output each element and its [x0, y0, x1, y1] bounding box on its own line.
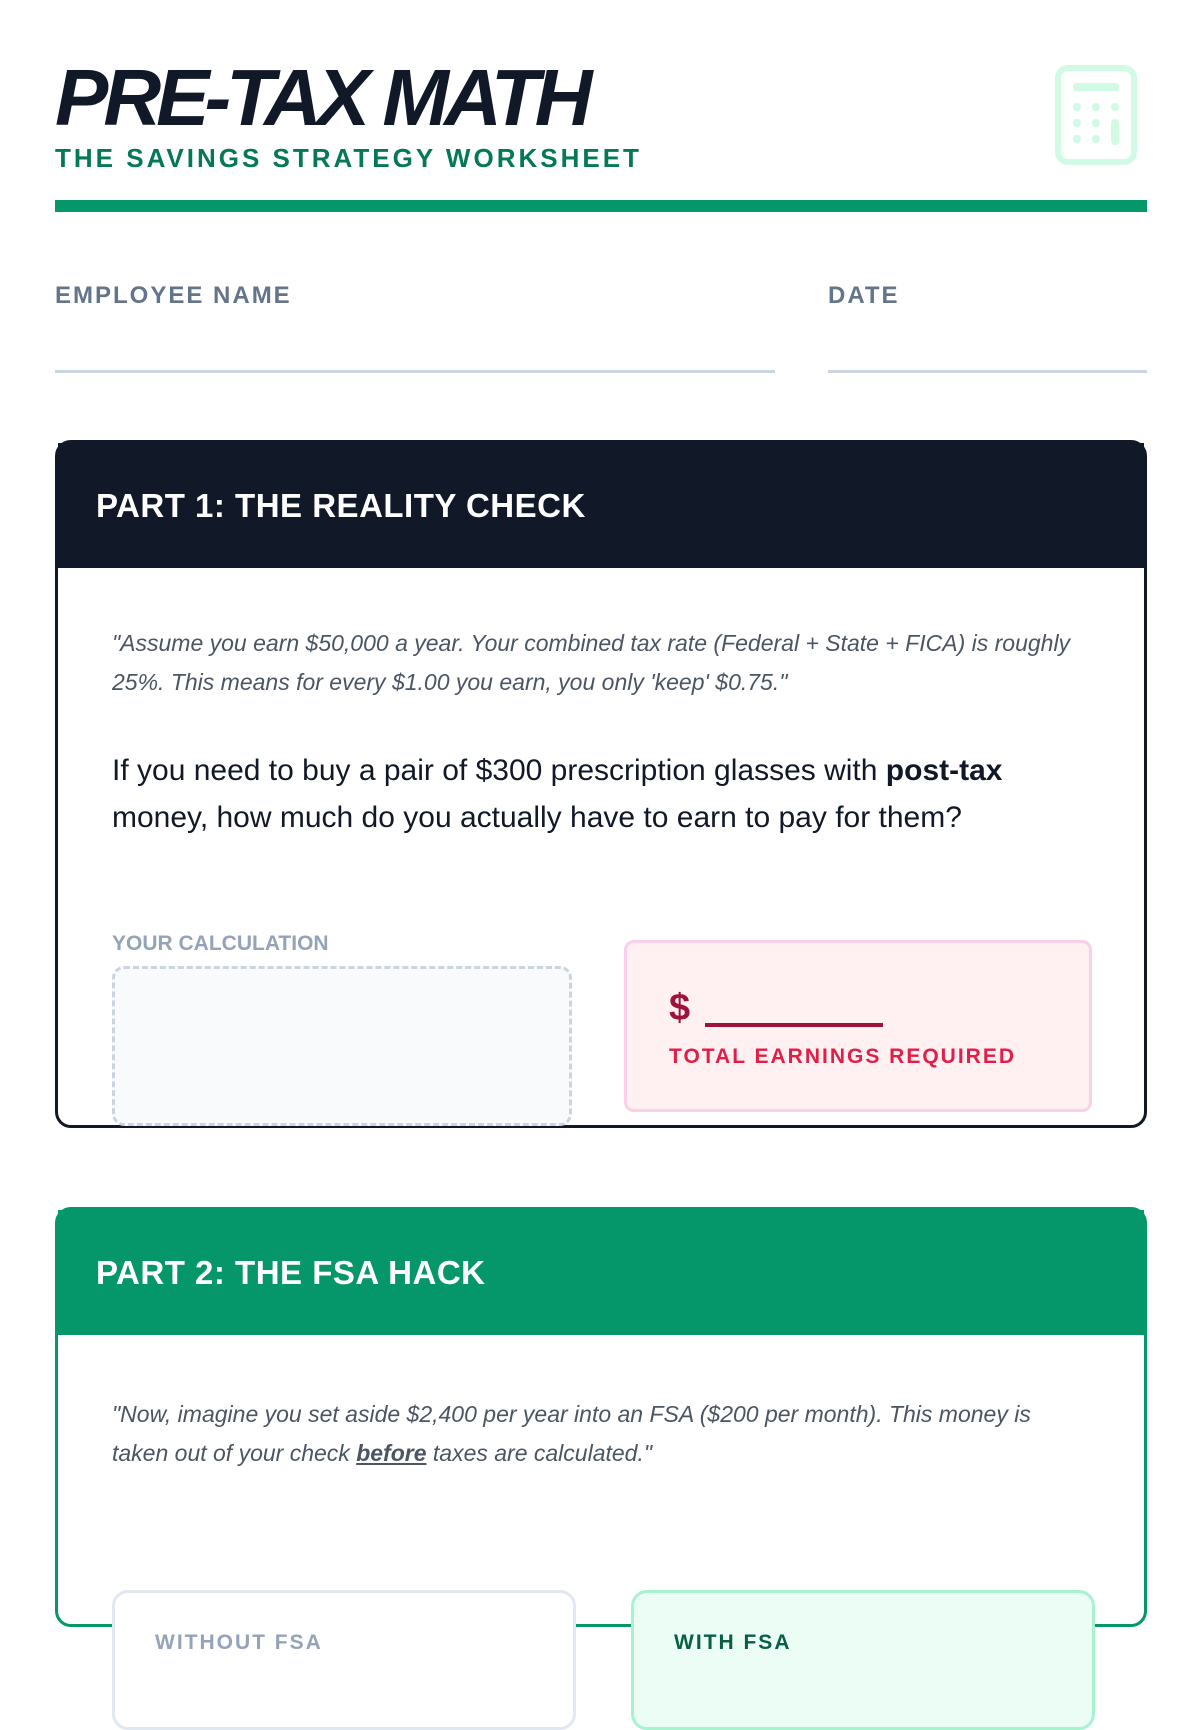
part1-body: [58, 624, 1144, 1068]
post-tax-emphasis: post-tax: [885, 754, 1003, 787]
answer-blank-line[interactable]: [705, 1023, 883, 1027]
without-fsa-label: WITHOUT FSA: [155, 1631, 323, 1654]
date-field[interactable]: [828, 370, 1147, 373]
employee-name-field[interactable]: [55, 370, 775, 373]
header-divider: [55, 200, 1147, 212]
part2-heading: PART 2: THE FSA HACK: [58, 1210, 1144, 1335]
with-fsa-box: [631, 1590, 1095, 1730]
part1-quote: "Assume you earn $50,000 a year. Your combined tax rate (Federal + State + FICA) is roughly 25%. This means for every $1.00 you earn, you only 'keep' $0.75.": [112, 630, 1071, 695]
answer-label: TOTAL EARNINGS REQUIRED: [669, 1045, 1017, 1068]
part1-heading: PART 1: THE REALITY CHECK: [58, 443, 1144, 568]
page-subtitle: THE SAVINGS STRATEGY WORKSHEET: [55, 143, 642, 173]
date-label: DATE: [828, 282, 900, 309]
part1-question: If you need to buy a pair of $300 prescription glasses with post-tax money, how much do you actually have to earn to pay for them?: [112, 754, 1003, 834]
worksheet-header: [55, 55, 1147, 174]
without-fsa-box: [112, 1590, 576, 1730]
page-title: PRE-TAX MATH: [55, 53, 588, 142]
answer-box: [624, 940, 1092, 1112]
calculation-label: YOUR CALCULATION: [112, 932, 329, 955]
calculation-input-area[interactable]: [112, 966, 572, 1126]
employee-name-label: EMPLOYEE NAME: [55, 282, 292, 309]
part2-quote: "Now, imagine you set aside $2,400 per year into an FSA ($200 per month). This money is taken out of your check before taxes are calculated.": [112, 1401, 1031, 1466]
with-fsa-label: WITH FSA: [674, 1631, 792, 1654]
answer-dollar-sign: $: [669, 987, 691, 1029]
calculator-icon: [1055, 65, 1137, 165]
part1-card: [55, 440, 1147, 1128]
part2-body: [58, 1395, 1144, 1654]
before-emphasis: before: [356, 1440, 427, 1466]
part2-card: [55, 1207, 1147, 1654]
